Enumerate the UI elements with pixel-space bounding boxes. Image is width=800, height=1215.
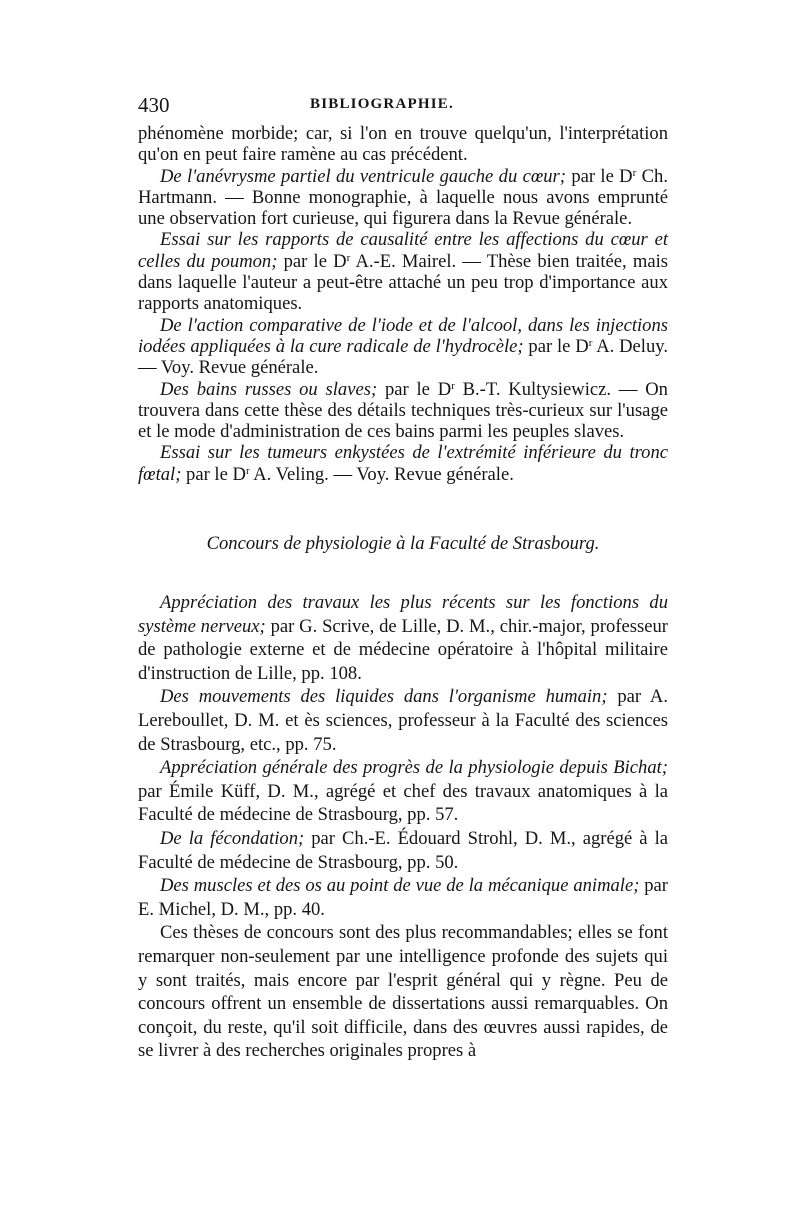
bibliography-entry: Des mouvements des liquides dans l'organisme humain; par A. Lereboullet, D. M. et ès sciences, professeur à la Faculté des sciences de Strasbourg, etc., pp. 75. <box>138 686 669 755</box>
entry-title: De la fécondation; <box>160 827 305 849</box>
page-number: 430 <box>138 93 170 117</box>
bibliography-entry: Essai sur les tumeurs enkystées de l'extrémité inférieure du tronc fœtal; par le $D^r$ A. Veling. — Voy. Revue générale. <box>138 442 668 485</box>
entry-title: Des bains russes ou slaves; <box>160 378 378 400</box>
section-heading: Concours de physiologie à la Faculté de Strasbourg. <box>206 533 600 555</box>
continuation-paragraph: phénomène morbide; car, si l'on en trouve quelqu'un, l'interprétation qu'on en peut faire ramène au cas précédent. <box>138 123 668 166</box>
bibliography-entry: Essai sur les rapports de causalité entre les affections du cœur et celles du poumon; par le $D^r$ A.-E. Mairel. — Thèse bien traitée, mais dans laquelle l'auteur a peut-être attaché un peu trop d'importance aux rapports anatomiques. <box>138 229 668 315</box>
bibliography-entry: De l'anévrysme partiel du ventricule gauche du cœur; par le $D^r$ Ch. Hartmann. — Bonne monographie, à laquelle nous avons emprunté une observation fort curieuse, qui figurera dans la Revue générale. <box>138 165 668 230</box>
bibliography-entry: Des bains russes ou slaves; par le $D^r$ B.-T. Kultysiewicz. — On trouvera dans cette thèse des détails techniques très-curieux sur l'usage et le mode d'administration de ces bains parmi les peuples slaves. <box>138 378 668 443</box>
entry-title: De l'action comparative de l'iode et de l'alcool, dans les injections iodées appliquées à la cure radicale de l'hydrocèle; <box>138 314 668 357</box>
entry-title: Appréciation générale des progrès de la physiologie depuis Bichat; <box>160 757 668 779</box>
entry-title: Des mouvements des liquides dans l'organisme humain; <box>160 686 608 708</box>
entry-title: Essai sur les tumeurs enkystées de l'extrémité inférieure du tronc fœtal; <box>138 442 668 485</box>
bibliography-entry: Appréciation des travaux les plus récents sur les fonctions du système nerveux; par G. Scrive, de Lille, D. M., chir.-major, professeur de pathologie externe et de médecine opératoire à l'hôpital militaire d'instruction de Lille, pp. 108. <box>138 592 668 684</box>
entry-title: De l'anévrysme partiel du ventricule gauche du cœur; <box>160 165 566 187</box>
bibliography-section-2 <box>138 591 668 1063</box>
running-head <box>138 93 668 123</box>
bibliography-entry: Des muscles et des os au point de vue de la mécanique animale; par E. Michel, D. M., pp. 40. <box>138 875 669 920</box>
running-title: BIBLIOGRAPHIE. <box>310 96 454 112</box>
bibliography-entry: Appréciation générale des progrès de la physiologie depuis Bichat; par Émile Küff, D. M., agrégé et chef des travaux anatomiques à la Faculté de médecine de Strasbourg, pp. 57. <box>138 757 668 826</box>
entry-title: Des muscles et des os au point de vue de la mécanique animale; <box>160 875 640 897</box>
book-page <box>138 93 668 1063</box>
bibliography-entry: De l'action comparative de l'iode et de l'alcool, dans les injections iodées appliquées à la cure radicale de l'hydrocèle; par le $D^r$ A. Deluy. — Voy. Revue générale. <box>138 314 668 379</box>
bibliography-section-1 <box>138 123 668 485</box>
entry-title: Essai sur les rapports de causalité entre les affections du cœur et celles du poumon; <box>138 229 668 272</box>
closing-paragraph: Ces thèses de concours sont des plus recommandables; elles se font remarquer non-seulement par une intelligence profonde des sujets qui y sont traités, mais encore par l'esprit général qui y règne. Peu de concours offrent un ensemble de dissertations aussi remarquables. On conçoit, du reste, qu'il soit difficile, dans des œuvres aussi rapides, de se livrer à des recherches originales propres à <box>138 922 668 1062</box>
entry-title: Appréciation des travaux les plus récents sur les fonctions du système nerveux; <box>138 592 668 637</box>
bibliography-entry: De la fécondation; par Ch.-E. Édouard Strohl, D. M., agrégé à la Faculté de médecine de Strasbourg, pp. 50. <box>138 827 668 873</box>
